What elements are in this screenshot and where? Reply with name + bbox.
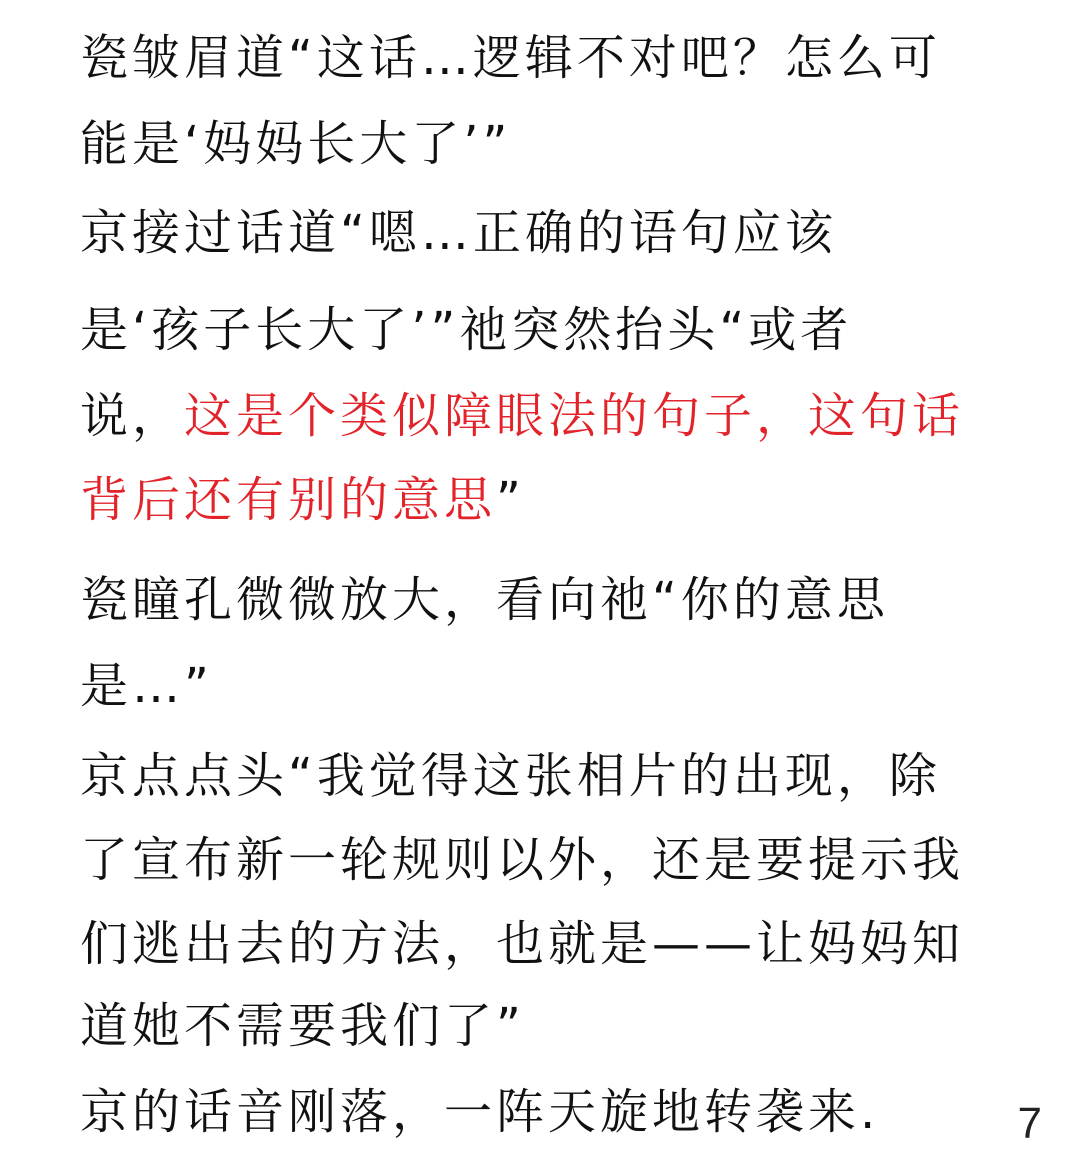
text-segment: 道她不需要我们了” xyxy=(80,998,525,1054)
text-line-9 xyxy=(80,746,941,806)
highlighted-text: 这是个类似障眼法的句子，这句话 xyxy=(184,388,965,444)
text-segment: 瓷瞳孔微微放大，看向祂“你的意思 xyxy=(80,572,889,628)
text-segment: 们逃出去的方法，也就是——让妈妈知 xyxy=(80,916,965,972)
text-segment: 是…” xyxy=(80,658,213,714)
text-segment: 能是‘妈妈长大了’” xyxy=(80,116,512,172)
page-number: 7 xyxy=(1017,1099,1042,1148)
text-line-4 xyxy=(80,300,852,360)
text-line-2 xyxy=(80,114,511,174)
text-line-11 xyxy=(80,914,964,974)
text-segment: 说， xyxy=(80,388,185,444)
text-segment: ” xyxy=(496,472,525,528)
text-line-1 xyxy=(80,28,941,88)
text-line-10 xyxy=(80,830,964,890)
text-segment: 京点点头“我觉得这张相片的出现，除 xyxy=(80,748,941,804)
text-line-12 xyxy=(80,996,525,1056)
text-segment: 瓷皱眉道“这话…逻辑不对吧？怎么可 xyxy=(80,30,941,86)
text-line-6 xyxy=(80,470,525,530)
text-line-7 xyxy=(80,570,889,630)
text-line-13 xyxy=(80,1082,879,1142)
text-segment: 京的话音刚落，一阵天旋地转袭来. xyxy=(80,1084,880,1140)
text-segment: 了宣布新一轮规则以外，还是要提示我 xyxy=(80,832,965,888)
text-line-3 xyxy=(80,203,837,263)
text-segment: 是‘孩子长大了’”祂突然抬头“或者 xyxy=(80,302,853,358)
text-line-8 xyxy=(80,656,213,716)
text-line-5 xyxy=(80,386,964,446)
highlighted-text: 背后还有别的意思 xyxy=(80,472,497,528)
text-segment: 京接过话道“嗯…正确的语句应该 xyxy=(80,205,837,261)
